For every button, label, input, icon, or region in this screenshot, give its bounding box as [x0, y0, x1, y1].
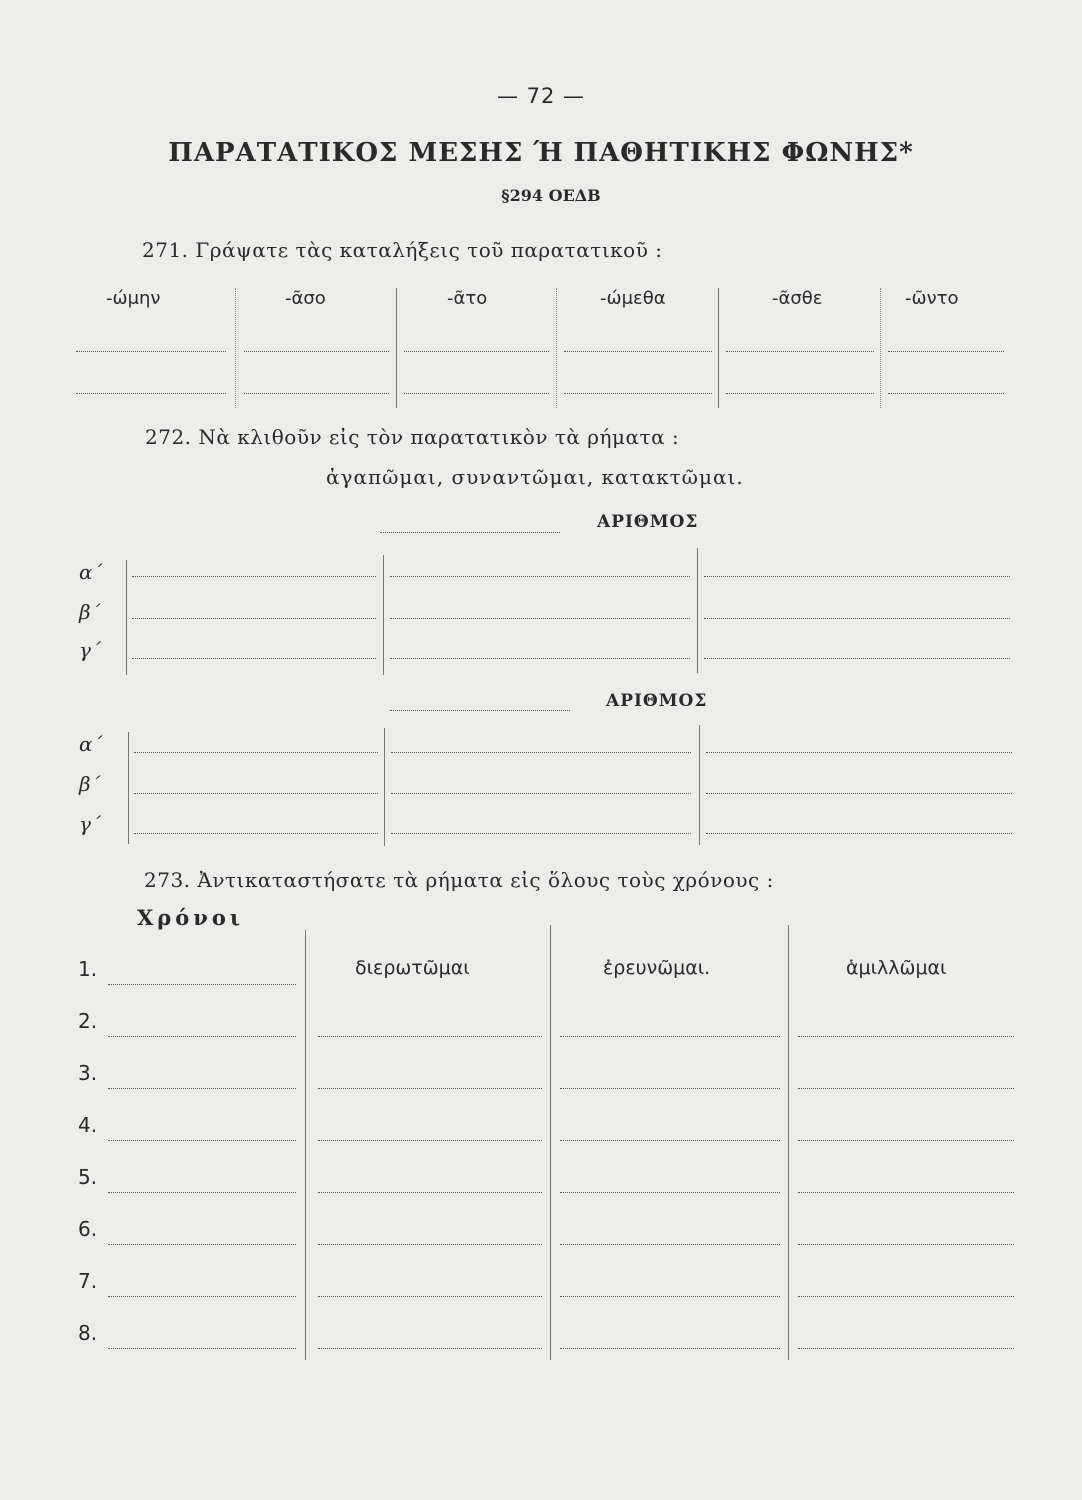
answer-line[interactable]: [706, 833, 1012, 834]
answer-line[interactable]: [560, 1348, 780, 1349]
answer-line[interactable]: [132, 618, 376, 619]
answer-line[interactable]: [560, 1192, 780, 1193]
answer-line[interactable]: [391, 793, 691, 794]
answer-line[interactable]: [132, 576, 376, 577]
answer-line[interactable]: [134, 833, 378, 834]
answer-line[interactable]: [798, 1244, 1014, 1245]
answer-line[interactable]: [560, 1244, 780, 1245]
answer-line[interactable]: [244, 351, 389, 352]
ending-5: -ᾶσθε: [772, 288, 823, 309]
row-number: 2.: [78, 1009, 98, 1033]
answer-line[interactable]: [391, 833, 691, 834]
answer-line[interactable]: [704, 576, 1010, 577]
answer-line[interactable]: [108, 1244, 296, 1245]
row-number: 7.: [78, 1269, 98, 1293]
answer-line[interactable]: [706, 793, 1012, 794]
answer-line[interactable]: [390, 658, 690, 659]
column-verb-3: ἁμιλλῶμαι: [846, 957, 947, 979]
answer-line[interactable]: [108, 984, 296, 985]
answer-line[interactable]: [76, 393, 226, 394]
person-label: α΄: [79, 732, 103, 756]
answer-line[interactable]: [726, 393, 874, 394]
answer-line[interactable]: [318, 1244, 542, 1245]
answer-line[interactable]: [108, 1088, 296, 1089]
page-number: — 72 —: [496, 84, 586, 108]
answer-line[interactable]: [108, 1036, 296, 1037]
answer-line[interactable]: [108, 1192, 296, 1193]
answer-line[interactable]: [134, 752, 378, 753]
block-2-number-label: ΑΡΙΘΜΟΣ: [606, 691, 708, 711]
ending-6: -ῶντο: [905, 288, 959, 309]
answer-line[interactable]: [560, 1036, 780, 1037]
answer-line[interactable]: [798, 1140, 1014, 1141]
answer-line[interactable]: [706, 752, 1012, 753]
answer-line[interactable]: [318, 1088, 542, 1089]
row-number: 1.: [78, 957, 98, 981]
person-label: β΄: [79, 600, 101, 624]
answer-line[interactable]: [798, 1036, 1014, 1037]
page-title: ΠΑΡΑΤΑΤΙΚΟΣ ΜΕΣΗΣ Ή ΠΑΘΗΤΙΚΗΣ ΦΩΝΗΣ*: [168, 138, 914, 168]
answer-line[interactable]: [318, 1296, 542, 1297]
answer-line[interactable]: [404, 351, 549, 352]
exercise-271-heading: 271. Γράψατε τὰς καταλήξεις τοῦ παρατατικοῦ :: [142, 238, 663, 262]
row-number: 3.: [78, 1061, 98, 1085]
answer-line[interactable]: [564, 393, 712, 394]
tenses-label: Χρόνοι: [137, 905, 245, 930]
answer-line[interactable]: [76, 351, 226, 352]
answer-line[interactable]: [318, 1192, 542, 1193]
answer-line[interactable]: [560, 1296, 780, 1297]
answer-line[interactable]: [318, 1348, 542, 1349]
row-number: 8.: [78, 1321, 98, 1345]
answer-line[interactable]: [560, 1088, 780, 1089]
ending-1: -ώμην: [106, 288, 161, 309]
ending-3: -ᾶτο: [447, 288, 488, 309]
block-1-header-line: [380, 532, 560, 533]
answer-line[interactable]: [560, 1140, 780, 1141]
row-number: 6.: [78, 1217, 98, 1241]
answer-line[interactable]: [108, 1140, 296, 1141]
answer-line[interactable]: [704, 618, 1010, 619]
block-2-header-line: [390, 710, 570, 711]
answer-line[interactable]: [318, 1140, 542, 1141]
ending-4: -ώμεθα: [600, 288, 666, 309]
exercise-272-heading: 272. Νὰ κλιθοῦν εἰς τὸν παρατατικὸν τὰ ρήματα :: [145, 425, 680, 449]
answer-line[interactable]: [390, 618, 690, 619]
answer-line[interactable]: [390, 576, 690, 577]
answer-line[interactable]: [244, 393, 389, 394]
person-label: α΄: [79, 560, 103, 584]
answer-line[interactable]: [132, 658, 376, 659]
column-verb-1: διερωτῶμαι: [355, 957, 470, 979]
answer-line[interactable]: [888, 351, 1004, 352]
row-number: 5.: [78, 1165, 98, 1189]
answer-line[interactable]: [318, 1036, 542, 1037]
answer-line[interactable]: [798, 1296, 1014, 1297]
answer-line[interactable]: [704, 658, 1010, 659]
exercise-272-verbs: ἀγαπῶμαι, συναντῶμαι, κατακτῶμαι.: [326, 465, 744, 489]
answer-line[interactable]: [888, 393, 1004, 394]
column-verb-2: ἐρευνῶμαι.: [603, 957, 711, 979]
answer-line[interactable]: [134, 793, 378, 794]
row-number: 4.: [78, 1113, 98, 1137]
answer-line[interactable]: [391, 752, 691, 753]
answer-line[interactable]: [108, 1296, 296, 1297]
person-label: γ΄: [79, 812, 101, 836]
answer-line[interactable]: [404, 393, 549, 394]
answer-line[interactable]: [108, 1348, 296, 1349]
answer-line[interactable]: [798, 1192, 1014, 1193]
person-label: β΄: [79, 772, 101, 796]
ending-2: -ᾶσο: [285, 288, 326, 309]
exercise-273-heading: 273. Ἀντικαταστήσατε τὰ ρήματα εἰς ὅλους τοὺς χρόνους :: [144, 868, 774, 892]
block-1-number-label: ΑΡΙΘΜΟΣ: [597, 512, 699, 532]
answer-line[interactable]: [564, 351, 712, 352]
section-reference: §294 ΟΕΔΒ: [501, 186, 601, 205]
person-label: γ΄: [79, 638, 101, 662]
answer-line[interactable]: [798, 1088, 1014, 1089]
answer-line[interactable]: [798, 1348, 1014, 1349]
answer-line[interactable]: [726, 351, 874, 352]
